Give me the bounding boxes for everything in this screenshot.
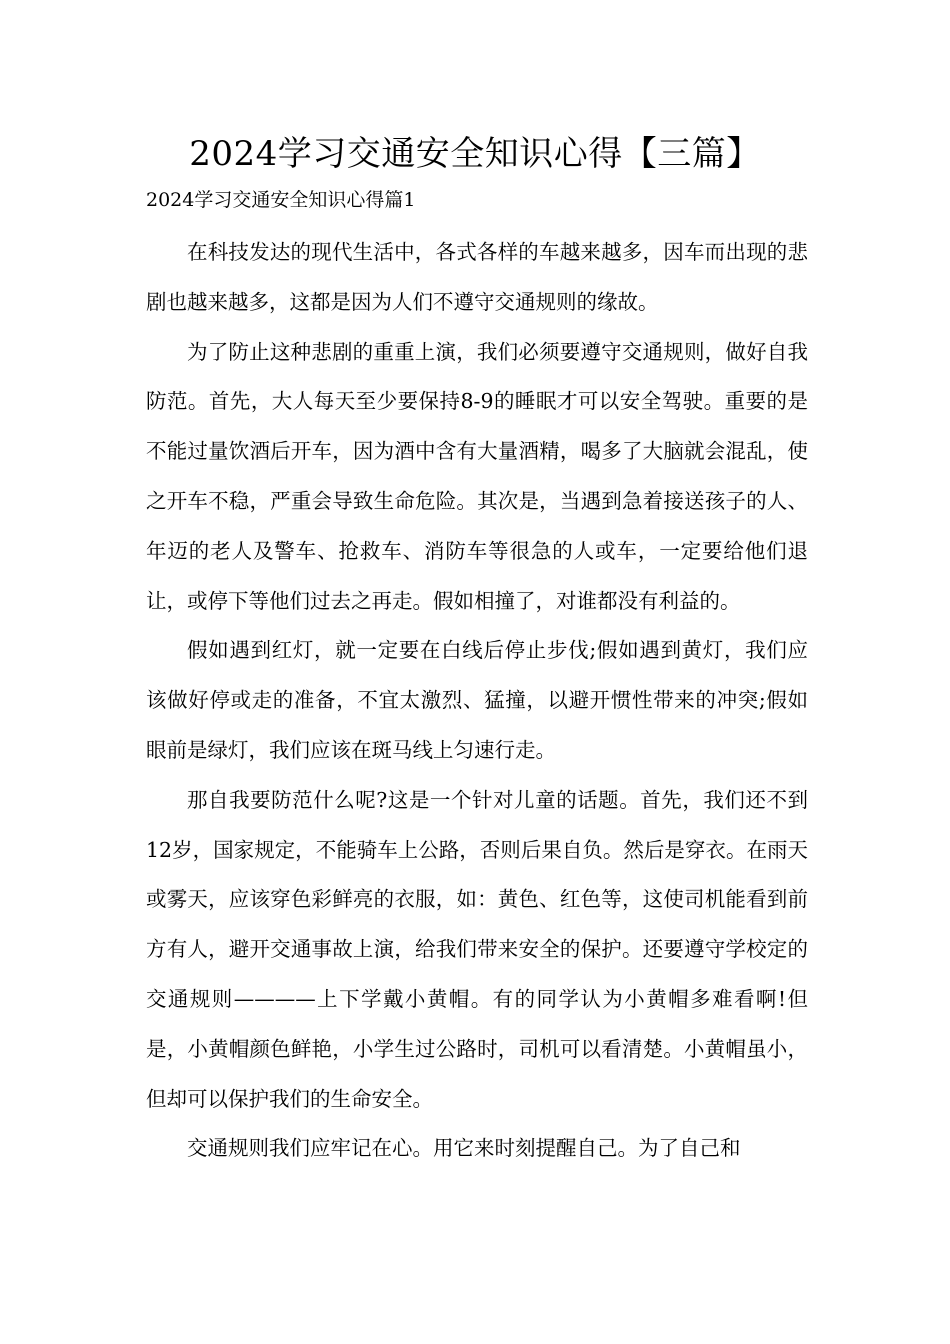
paragraph: 为了防止这种悲剧的重重上演，我们必须要遵守交通规则，做好自我防范。首先，大人每天至少要保持8-9的睡眠才可以安全驾驶。重要的是不能过量饮酒后开车，因为酒中含有大量酒精，喝多了大脑就会混乱，使之开车不稳，严重会导致生命危险。其次是，当遇到急着接送孩子的人、年迈的老人及警车、抢救车、消防车等很急的人或车，一定要给他们退让，或停下等他们过去之再走。假如相撞了，对谁都没有利益的。 bbox=[146, 339, 808, 613]
paragraph: 那自我要防范什么呢?这是一个针对儿童的话题。首先，我们还不到12岁，国家规定，不能骑车上公路，否则后果自负。然后是穿衣。在雨天或雾天，应该穿色彩鲜亮的衣服，如：黄色、红色等，这使司机能看到前方有人，避开交通事故上演，给我们带来安全的保护。还要遵守学校定的交通规则————上下学戴小黄帽。有的同学认为小黄帽多难看啊!但是，小黄帽颜色鲜艳，小学生过公路时，司机可以看清楚。小黄帽虽小，但却可以保护我们的生命安全。 bbox=[146, 787, 808, 1111]
document-body bbox=[146, 228, 808, 1174]
section-heading: 2024学习交通安全知识心得篇1 bbox=[146, 189, 416, 211]
document-title: 2024学习交通安全知识心得【三篇】 bbox=[189, 134, 761, 174]
paragraph: 交通规则我们应牢记在心。用它来时刻提醒自己。为了自己和 bbox=[187, 1136, 741, 1161]
paragraph: 在科技发达的现代生活中，各式各样的车越来越多，因车而出现的悲剧也越来越多，这都是因为人们不遵守交通规则的缘故。 bbox=[146, 240, 808, 314]
paragraph: 假如遇到红灯，就一定要在白线后停止步伐;假如遇到黄灯，我们应该做好停或走的准备，不宜太激烈、猛撞，以避开惯性带来的冲突;假如眼前是绿灯，我们应该在斑马线上匀速行走。 bbox=[146, 638, 808, 762]
